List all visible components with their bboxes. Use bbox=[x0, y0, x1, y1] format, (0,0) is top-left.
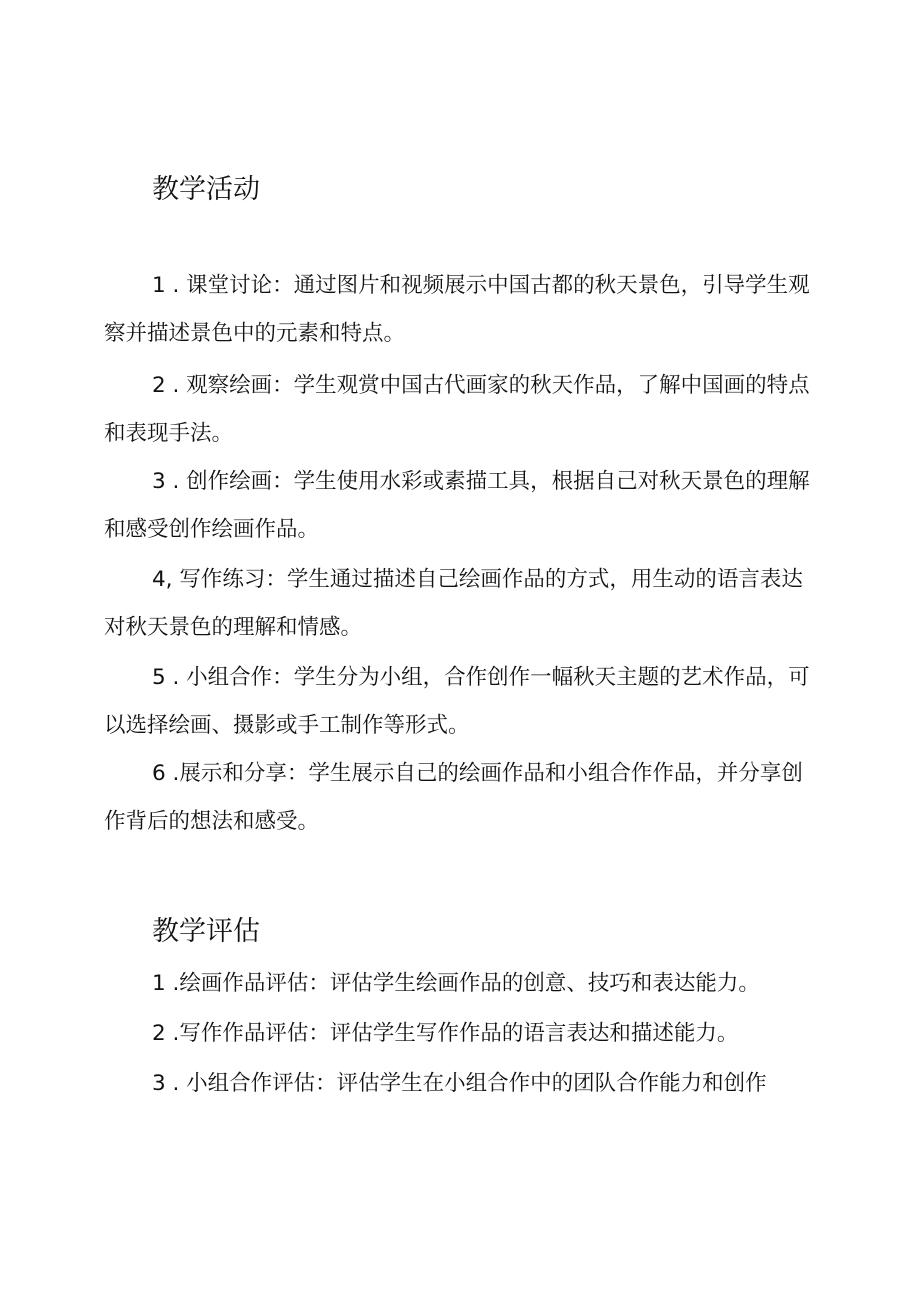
activity-item-4: 4, 写作练习：学生通过描述自己绘画作品的方式，用生动的语言表达对秋天景色的理解和情感。 bbox=[104, 567, 803, 640]
activity-item-3: 3 . 创作绘画：学生使用水彩或素描工具，根据自己对秋天景色的理解和感受创作绘画作品。 bbox=[104, 469, 810, 542]
evaluation-item-1: 1 .绘画作品评估：评估学生绘画作品的创意、技巧和表达能力。 bbox=[152, 971, 760, 996]
section-heading-activities: 教学活动 bbox=[152, 174, 260, 205]
evaluation-item-2: 2 .写作作品评估：评估学生写作作品的语言表达和描述能力。 bbox=[152, 1021, 739, 1046]
activity-item-2: 2 . 观察绘画：学生观赏中国古代画家的秋天作品，了解中国画的特点和表现手法。 bbox=[104, 373, 810, 446]
section-heading-evaluation: 教学评估 bbox=[152, 916, 260, 947]
activity-item-6: 6 .展示和分享：学生展示自己的绘画作品和小组合作作品，并分享创作背后的想法和感受。 bbox=[104, 761, 803, 834]
activity-item-1: 1 . 课堂讨论：通过图片和视频展示中国古都的秋天景色，引导学生观察并描述景色中的元素和特点。 bbox=[104, 273, 810, 346]
activity-item-5: 5 . 小组合作：学生分为小组，合作创作一幅秋天主题的艺术作品，可以选择绘画、摄影或手工制作等形式。 bbox=[104, 665, 810, 738]
evaluation-item-3: 3 . 小组合作评估：评估学生在小组合作中的团队合作能力和创作 bbox=[152, 1071, 767, 1096]
